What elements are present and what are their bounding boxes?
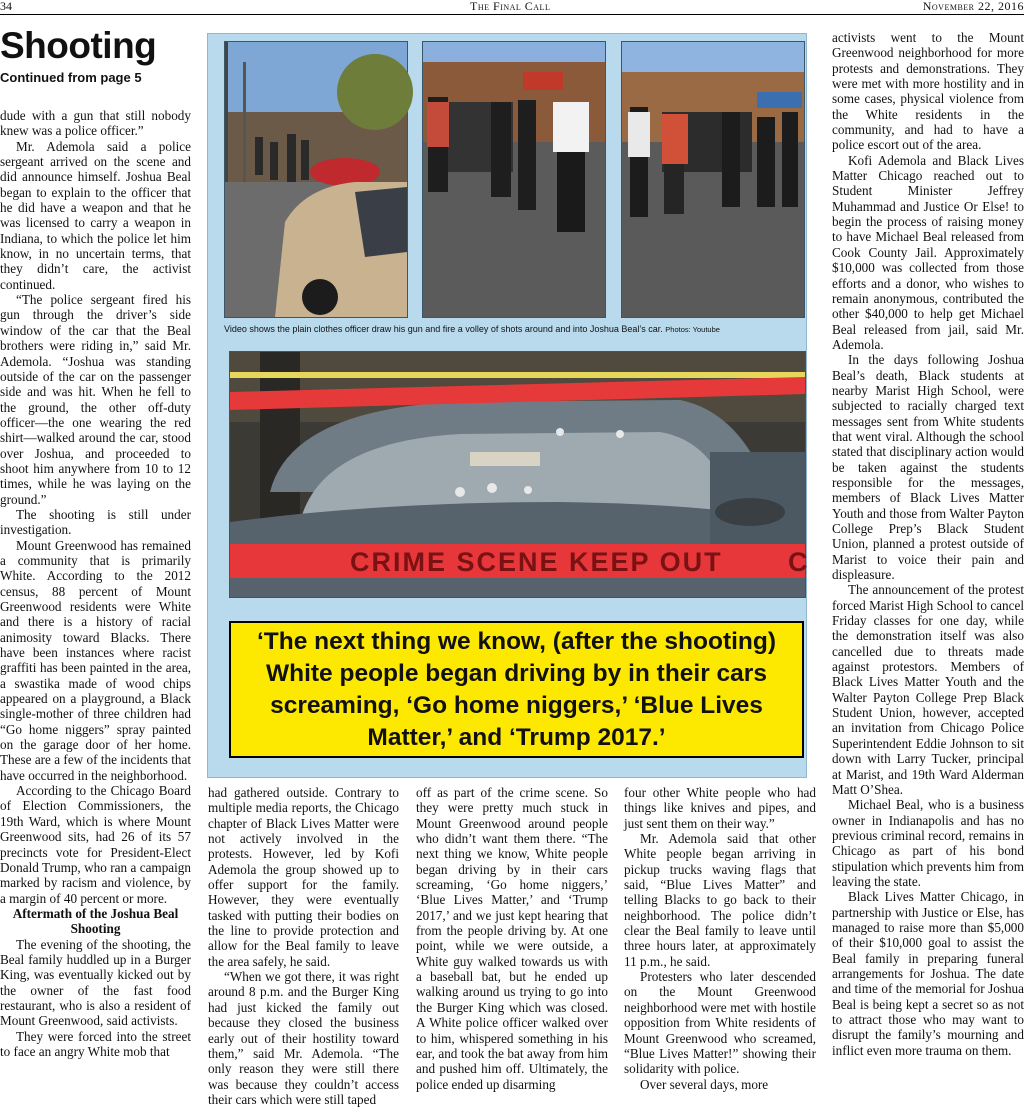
article-column-3 (416, 785, 608, 1108)
article-column-2 (208, 785, 399, 1108)
paragraph: dude with a gun that still nobody knew was a police officer.” (0, 108, 191, 139)
page-number: 34 (0, 0, 12, 13)
paragraph: Mr. Ademola said a police sergeant arrived on the scene and did announce himself. Joshua Beal began to explain to the officer that he did have a weapon and that he was licensed to carry a weapon in Indiana, to which the police let him know, in no uncertain terms, that they didn’t care, the activist continued. (0, 138, 191, 292)
paragraph: Protesters who later descended on the Mount Greenwood neighborhood were met with hostile opposition from White residents of Mount Greenwood who screamed, “Blue Lives Matter!” showing their solidarity with police. (624, 969, 816, 1077)
subhead: Aftermath of the Joshua Beal Shooting (12, 905, 179, 937)
paragraph: activists went to the Mount Greenwood neighborhood for more protests and demonstrations. They were met with more hostility and in some cases, physical violence from the White residents in the community, and had to have a police escort out of the area. (832, 30, 1024, 153)
paragraph: Kofi Ademola and Black Lives Matter Chicago reached out to Student Minister Jeffrey Muhammad and Justice Or Else! to begin the process of raising money to have Michael Beal released from Cook County Jail. Approximately $10,000 was collected from those efforts and a donor, who wishes to remain anonymous, contributed the other $40,000 to help get Michael Beal released from jail, said Mr. Ademola. (832, 152, 1024, 352)
article-column-1 (0, 108, 191, 1108)
paragraph: Over several days, more (640, 1076, 769, 1092)
paragraph: The announcement of the protest forced Marist High School to cancel Friday classes for one day, while the demonstration itself was also cancelled due to threats made against protestors. Members of Black Lives Matter Youth and the Walter Payton College Prep Black Student Union, however, accepted an invitation from Chicago Police Superintendent Eddie Johnson to sit down with Larry Tucker, principal at Marist, and 19th Ward Alderman Matt O’Shea. (832, 582, 1024, 797)
paragraph: four other White people who had things like knives and pipes, and just sent them on their way.” (624, 785, 816, 831)
article-headline: Shooting (0, 25, 157, 66)
crime-scene-tape-text-edge: C (788, 547, 808, 577)
video-still-1 (224, 41, 408, 318)
paragraph: According to the Chicago Board of Election Commissioners, the 19th Ward, which is where Mount Greenwood sits, had 26 of its 57 precincts vote for President-Elect Donald Trump, who ran a campaign marked by racism and violence, by a margin of 40 percent or more. (0, 783, 191, 906)
issue-date: November 22, 2016 (922, 0, 1024, 13)
paragraph: Michael Beal, who is a business owner in Indianapolis and has no previous criminal record, remains in Chicago as part of his bond stipulation which prevents him from leaving the state. (832, 797, 1024, 889)
page-header (0, 0, 1024, 15)
paragraph: They were forced into the street to face an angry White mob that (0, 1028, 191, 1059)
paragraph: Mount Greenwood has remained a community that is primarily White. According to the 2012 census, 88 percent of Mount Greenwood residents were White and there is a history of racial animosity toward Blacks. There have been instances where racist graffiti has been painted in the area, a swastika made of wood chips appeared on a playground, a Black single-mother of three children had “Go home niggers” spray painted on the garage door of her home. These are a few of the incidents that have occurred in the neighborhood. (0, 537, 191, 783)
article-column-5 (832, 30, 1024, 1108)
paragraph: Black Lives Matter Chicago, in partnership with Justice or Else, has managed to raise more than $5,000 of their $10,000 goal to assist the Beal family in preparing funeral arrangements for Joshua. The date and time of the memorial for Joshua Beal is being kept a secret so as not to attract those who may want to disrupt the family’s mourning and inflict even more trauma on them. (832, 889, 1024, 1058)
paragraph: Mr. Ademola said that other White people began arriving in pickup trucks waving flags that said, “Blue Lives Matter” and telling Blacks to go back to their neighborhood. The police didn’t clear the Beal family to leave until three hours later, at approximately 11 p.m., he said. (624, 831, 816, 969)
article-column-4 (624, 785, 816, 1108)
video-still-2 (422, 41, 606, 318)
paragraph: “When we got there, it was right around 8 p.m. and the Burger King had just kicked the family out because they closed the business early out of their hostility toward them,” said Mr. Ademola. “The only reason they were still there was because they couldn’t access their cars which were still taped (208, 969, 399, 1107)
photo-panel (207, 33, 807, 778)
paragraph: “The police sergeant fired his gun through the driver’s side window of the car that the Beal brothers were riding in,” said Mr. Ademola. “Joshua was standing outside of the car on the passenger side and was hit. When he fell to the ground, the other off-duty officer—the one wearing the red shirt—walked around the car, stood over Joshua, and proceeded to shoot him anywhere from 10 to 12 times, while he was laying on the ground.” (0, 292, 191, 507)
crime-scene-tape-text: CRIME SCENE KEEP OUT (350, 547, 723, 577)
paragraph: In the days following Joshua Beal’s death, Black students at nearby Marist High School, were subjected to racially charged text messages sent from White students that went viral. Although the school stated that disciplinary action would be taken against the students responsible for the messages, members of Black Lives Matter Youth and those from Walter Payton College Prep’s Black Student Union, planned a protest outside of Marist to voice their pain and displeasure. (832, 352, 1024, 583)
caption-text: Video shows the plain clothes officer draw his gun and fire a volley of shots around and into Joshua Beal’s car. (224, 324, 663, 334)
continued-note: Continued from page 5 (0, 70, 142, 85)
paragraph: had gathered outside. Contrary to multiple media reports, the Chicago chapter of Black Lives Matter were not actively involved in the protests. However, led by Kofi Ademola the group showed up to offer support for the family. However, they were eventually tasked with putting their bodies on the line to provide protection and allow for the Beal family to leave the area safely, he said. (208, 785, 399, 969)
photo-credit: Photos: Youtube (665, 325, 720, 334)
paragraph: off as part of the crime scene. So they were pretty much stuck in Mount Greenwood around people who didn’t want them there. “The next thing we know, White people began driving by in their cars screaming, ‘Go home niggers,’ ‘Blue Lives Matter,’ and ‘Trump 2017,’ and we just kept hearing that from the people driving by. At one point, while we were outside, a White guy walked towards us with a baseball bat, but he ended up walking around us trying to go into the Burger King which was closed. A White police officer walked over to him, whispered something in his ear, and took the bat away from him and pushed him off. Ultimately, the police ended up disarming (416, 785, 608, 1092)
paragraph: The shooting is still under investigation. (0, 506, 191, 538)
paragraph: The evening of the shooting, the Beal family huddled up in a Burger King, was eventually kicked out by the owner of the fast food restaurant, who is also a resident of Mount Greenwood, said activists. (0, 936, 191, 1029)
publication-name: The Final Call (470, 0, 551, 13)
crime-scene-photo (229, 351, 806, 598)
pull-quote: ‘The next thing we know, (after the shooting) White people began driving by in their cars screaming, ‘Go home niggers,’ ‘Blue Lives Matter,’ and ‘Trump 2017.’ (229, 621, 804, 758)
video-still-3 (621, 41, 805, 318)
photo-caption (224, 324, 720, 334)
